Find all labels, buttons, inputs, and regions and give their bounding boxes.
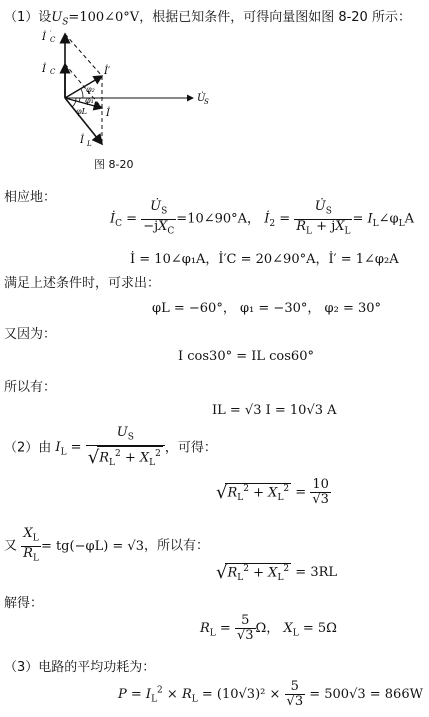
fraction: $\frac{U_S}{√R_L^2 + X_L^2}$ <box>86 426 165 470</box>
text-youyin: 又因为： <box>4 327 57 342</box>
fraction: $\frac{X_L}{R_L}$ <box>23 526 39 564</box>
figure-caption: 图 8-20 <box>94 158 134 171</box>
equation-3: φL = −60°， φ₁ = −30°， φ₂ = 30° <box>152 301 382 316</box>
phi2-arc <box>81 89 83 98</box>
svg-text:S: S <box>204 98 209 106</box>
dashed-line <box>65 34 102 76</box>
text-suoyi: 所以有： <box>4 380 57 395</box>
i-prime-arrow <box>65 76 102 98</box>
equation-1: $İ_C$ = $\frac{U̇_S}{-jX_C}$ =10∠90°A， $İ_2$ = $\frac{U̇_S}{R_L + jX_L}$ = $I_L\angle\varphi_LA$ <box>110 199 415 237</box>
fraction: $\frac{U̇_S}{R_L + jX_L}$ <box>296 199 351 237</box>
part1-lead: （1）设 <box>4 10 52 25</box>
fraction: $\frac{5}{√3}$ <box>286 679 304 709</box>
us-symbol: $U_S$ <box>51 10 69 28</box>
phi1-label: φ₁ <box>85 96 94 105</box>
vector-diagram <box>38 26 208 156</box>
part1-rest: ，根据已知条件，可得向量图如图 8-20 所示： <box>139 10 411 25</box>
equation-9: $R_L$ = $\frac{5}{√3}$ Ω， $X_L = 5\Omega$ <box>200 613 337 643</box>
svg-text:′: ′ <box>50 30 52 38</box>
svg-text:C: C <box>50 68 56 76</box>
ic-label: İ <box>42 64 46 75</box>
equation-5: IL = √3 I = 10√3 A <box>212 403 337 418</box>
phiL-label: φL <box>76 107 87 116</box>
equation-4: I cos30° = IL cos60° <box>178 349 314 364</box>
il-label: İ <box>80 135 84 146</box>
fraction: $\frac{5}{√3}$ <box>236 613 254 643</box>
svg-text:C: C <box>50 36 56 44</box>
fraction: $\frac{U̇_S}{-jX_C}$ <box>143 199 175 237</box>
ic-prime-label: İ <box>42 32 46 43</box>
text-manzu: 满足上述条件时，可求出： <box>4 276 161 291</box>
equation-7-line: 又 $\frac{X_L}{R_L}$ = tg(−φL) = √3，所以有： <box>4 526 210 564</box>
fraction: $\frac{10}{√3}$ <box>312 477 329 507</box>
i-label: İ <box>106 108 110 119</box>
text-xiangying: 相应地： <box>4 190 57 205</box>
text-jiede: 解得： <box>4 596 44 611</box>
part1-line <box>4 6 411 28</box>
equation-8: $√R_L^2 + X_L^2 = 3RL$ <box>216 562 338 583</box>
equation-10: $P = I_L^2 \times R_L = (10√3)^2$ × $\frac{5}{√3}$ = 500√3 = 866W <box>118 679 423 709</box>
equation-2: İ = 10∠φ₁A，İ′C = 20∠90°A，İ′ = 1∠φ₂A <box>130 252 399 267</box>
i-prime-label: İ′ <box>104 66 111 77</box>
text-part3: （3）电路的平均功耗为： <box>4 660 156 675</box>
svg-text:L: L <box>87 140 92 148</box>
part2-line: （2）由 $I_L$ = $\frac{U_S}{√R_L^2 + X_L^2}$ ，可得： <box>4 425 217 468</box>
us-label: U̇ <box>197 93 206 104</box>
equation-6: $√R_L^2 + X_L^2$ = $\frac{10}{√3}$ <box>216 477 329 507</box>
dashed-line <box>65 64 102 108</box>
phi2-label: φ₂ <box>86 85 95 94</box>
us-value: =100∠0°V <box>68 10 140 25</box>
